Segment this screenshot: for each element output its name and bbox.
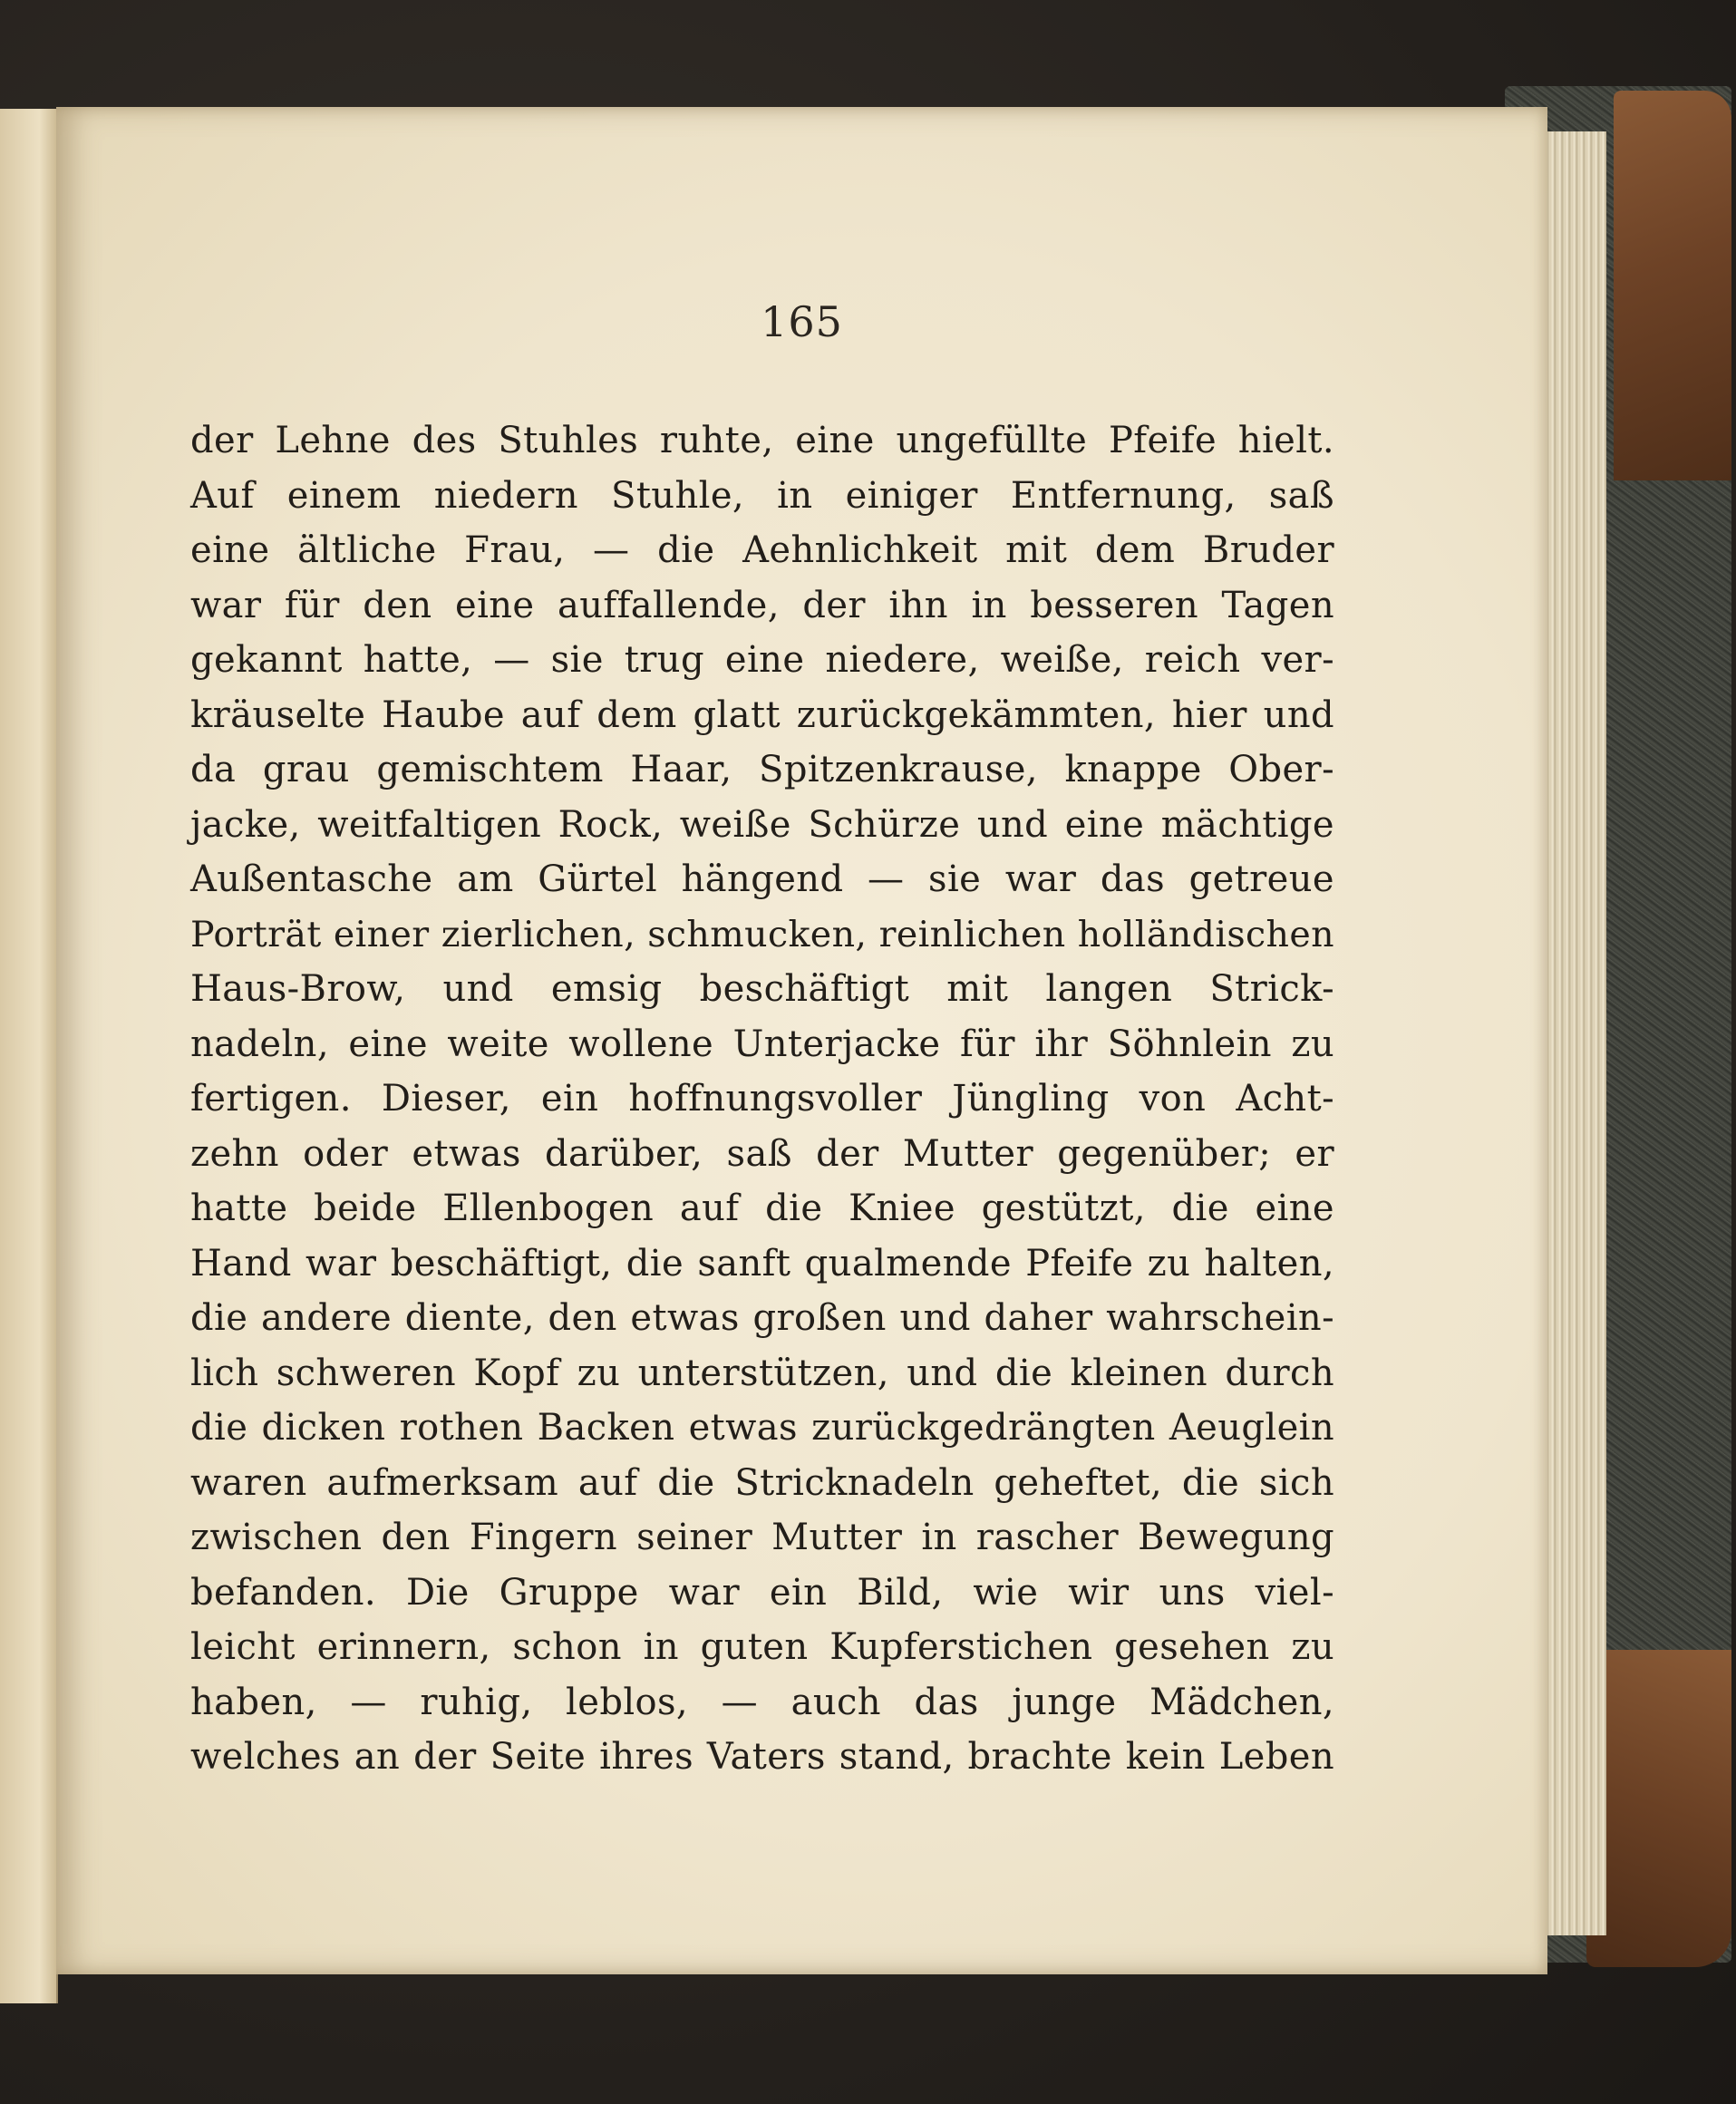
text-line: war für den eine auffallende, der ihn in besseren Tagen	[190, 584, 1334, 626]
text-line: hatte beide Ellenbogen auf die Kniee gestützt, die eine	[190, 1188, 1334, 1229]
text-line: die dicken rothen Backen etwas zurückgedrängten Aeuglein	[190, 1407, 1334, 1449]
text-line: befanden. Die Gruppe war ein Bild, wie wir uns viel-	[190, 1571, 1334, 1614]
text-line: Außentasche am Gürtel hängend — sie war das getreue	[190, 858, 1334, 900]
text-line: der Lehne des Stuhles ruhte, eine ungefüllte Pfeife hielt.	[190, 420, 1334, 461]
text-line: Hand war beschäftigt, die sanft qualmende Pfeife zu halten,	[190, 1242, 1334, 1285]
page-number: 165	[761, 297, 843, 346]
text-line: leicht erinnern, schon in guten Kupferstichen gesehen zu	[190, 1626, 1334, 1668]
book-page	[56, 107, 1547, 1974]
book-cover-leather-corner-top	[1614, 91, 1731, 480]
left-page-edge	[0, 109, 58, 2003]
text-line: haben, — ruhig, leblos, — auch das junge Mädchen,	[190, 1681, 1334, 1723]
text-line: kräuselte Haube auf dem glatt zurückgekämmten, hier und	[190, 693, 1334, 736]
text-line: Haus-Brow, und emsig beschäftigt mit langen Strick-	[190, 968, 1334, 1010]
body-text	[190, 413, 1334, 1785]
text-line: fertigen. Dieser, ein hoffnungsvoller Jüngling von Acht-	[190, 1078, 1334, 1120]
text-line: jacke, weitfaltigen Rock, weiße Schürze und eine mächtige	[190, 803, 1334, 846]
text-line: gekannt hatte, — sie trug eine niedere, weiße, reich ver-	[190, 639, 1334, 681]
text-line: waren aufmerksam auf die Stricknadeln geheftet, die sich	[190, 1461, 1334, 1504]
text-line: Porträt einer zierlichen, schmucken, reinlichen holländischen	[190, 913, 1334, 955]
text-line: lich schweren Kopf zu unterstützen, und die kleinen durch	[190, 1352, 1334, 1394]
text-line: da grau gemischtem Haar, Spitzenkrause, knappe Ober-	[190, 749, 1334, 790]
text-line: die andere diente, den etwas großen und daher wahrschein-	[190, 1297, 1334, 1339]
book-cover-leather-corner-bottom	[1586, 1650, 1731, 1967]
text-line: welches an der Seite ihres Vaters stand, brachte kein Leben	[190, 1736, 1334, 1778]
page-edges	[1541, 131, 1606, 1935]
text-line: eine ältliche Frau, — die Aehnlichkeit mit dem Bruder	[190, 529, 1334, 571]
text-line: nadeln, eine weite wollene Unterjacke für ihr Söhnlein zu	[190, 1023, 1334, 1065]
text-line: zehn oder etwas darüber, saß der Mutter gegenüber; er	[190, 1132, 1334, 1175]
text-line: Auf einem niedern Stuhle, in einiger Entfernung, saß	[190, 474, 1334, 517]
text-line: zwischen den Fingern seiner Mutter in rascher Bewegung	[190, 1517, 1334, 1558]
